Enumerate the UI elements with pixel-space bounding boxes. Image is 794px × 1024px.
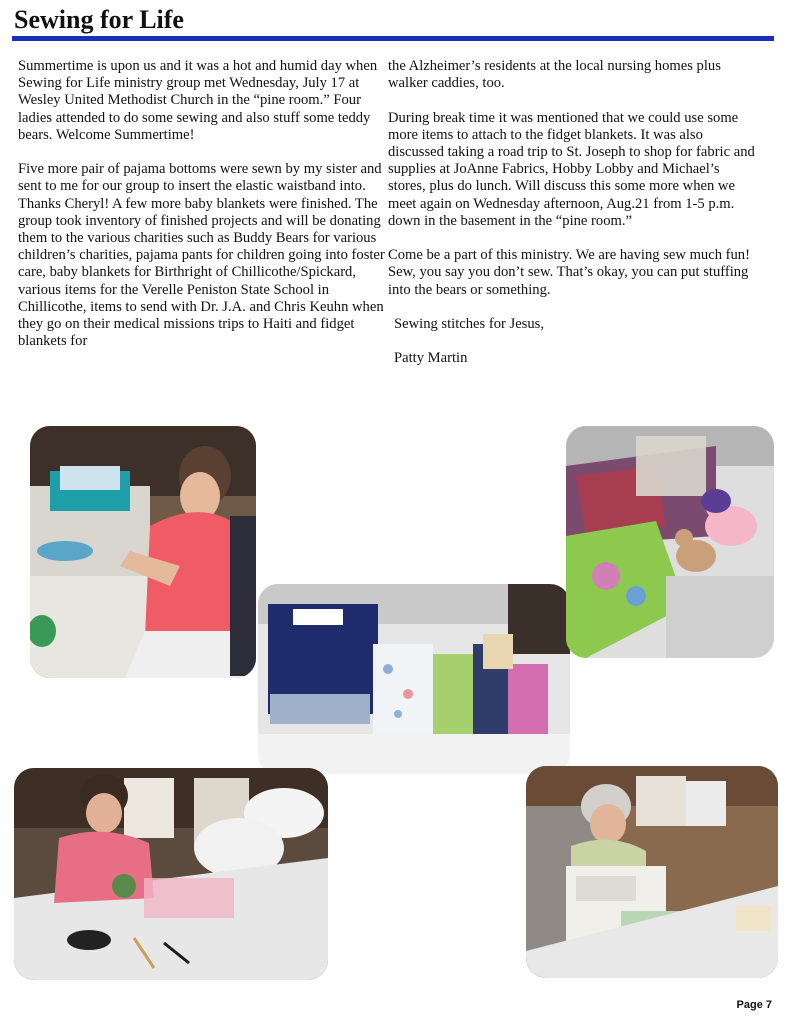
photo-teddy-bears xyxy=(566,426,774,658)
paragraph-projects: Five more pair of pajama bottoms were sewn by my sister and sent to me for our group to insert the elastic waistband into. Thanks Cheryl! A few more baby blankets were finished. The group took inventory of finished projects and will be donating them to the various charities such as Buddy Bears for various children’s charities, pajama pants for children going into foster care, baby blankets for Birthright of Chillicothe/Spickard, various items for the Verelle Peniston State School in Chillicothe, items to send with Dr. J.A. and Chris Keuhn when they go on their medical missions trips to Haiti and fidget blankets for xyxy=(18,161,385,350)
page-title: Sewing for Life xyxy=(14,5,184,34)
article-left-column xyxy=(18,58,390,368)
photo-woman-cutting-fabric xyxy=(30,426,256,678)
paragraph-invite: Come be a part of this ministry. We are having sew much fun! Sew, you say you don’t sew. That’s okay, you can put stuffing into the bears or something. xyxy=(388,247,750,298)
photo-woman-sewing-machine xyxy=(526,766,778,978)
paragraph-break-time: During break time it was mentioned that we could use some more items to attach to the fidget blankets. It was also discussed taking a road trip to St. Joseph to shop for fabric and supplies at JoAnne Fabrics, Hobby Lobby and Michael’s stores, plus do lunch. Will discuss this some more when we meet again on Wednesday afternoon, Aug.21 from 1-5 p.m. down in the basement in the “pine room.” xyxy=(388,109,755,229)
closing-line: Sewing stitches for Jesus, xyxy=(394,316,544,332)
signature: Patty Martin xyxy=(394,350,468,367)
article-right-column xyxy=(388,58,760,385)
paragraph-continued: the Alzheimer’s residents at the local nursing homes plus walker caddies, too. xyxy=(388,58,721,92)
page-number: Page 7 xyxy=(736,999,772,1011)
title-rule xyxy=(12,36,774,41)
photo-bagged-blankets xyxy=(258,584,570,774)
paragraph-intro: Summertime is upon us and it was a hot and humid day when Sewing for Life ministry group met Wednesday, July 17 at Wesley United Methodist Church in the “pine room.” Four ladies attended to do some sewing and also stuff some teddy bears. Welcome Summertime! xyxy=(18,58,378,143)
photo-woman-at-table xyxy=(14,768,328,980)
